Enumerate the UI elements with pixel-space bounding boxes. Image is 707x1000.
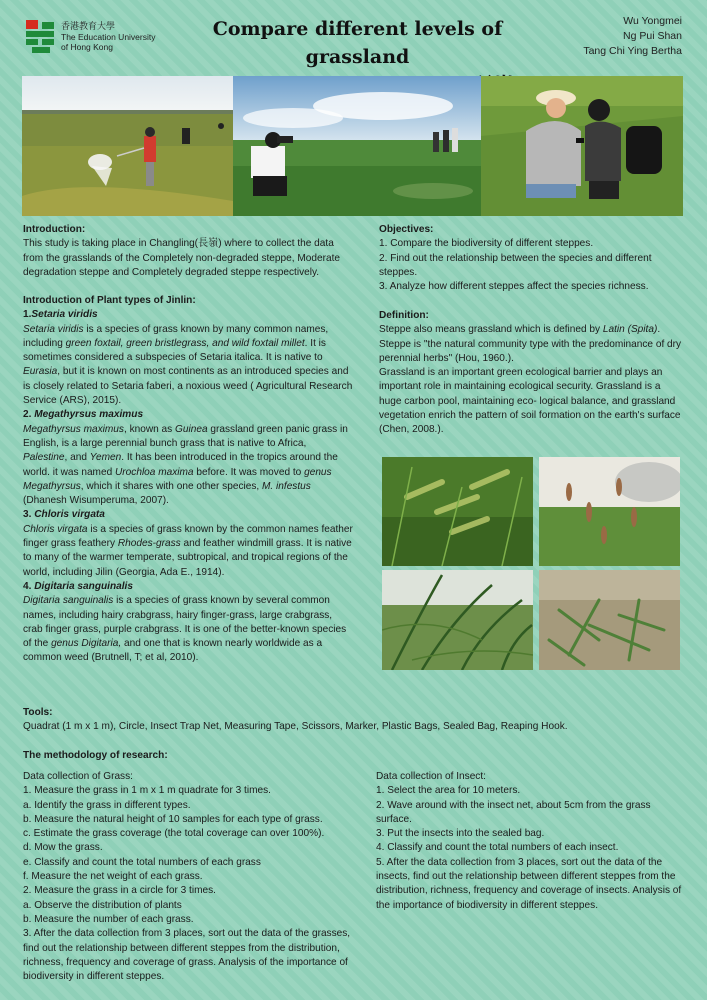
logo-text — [61, 22, 156, 52]
grass-steps — [23, 784, 355, 984]
logo-chinese-name: 香港教育大學 — [61, 22, 116, 32]
plant-4-number: 4. — [23, 580, 35, 592]
plant-1-text-f: , but it is known on most continents as an introduced species and is closely related to Setaria faberi, a noxious weed ( Agricultural Research Service (ARS), 2015). — [23, 366, 353, 407]
plant-1-name: Setaria viridis — [31, 309, 98, 321]
insect-step: 1. Select the area for 10 meters. — [376, 785, 521, 797]
methodology-heading: The methodology of research: — [23, 750, 168, 761]
plant-2-description — [23, 423, 353, 509]
plant-2-text-c: Guinea — [175, 423, 208, 435]
plant-3-text-d: and feather windmill grass. It is native to many of the warmer temperate, subtropical, and tropical regions of the world, including Jilin (Georgia, Ada E., 1914). — [23, 538, 352, 578]
plant-4-text-d: and one that is known nearly worldwide as a common weed (Brutnell, T; et al, 2010). — [23, 638, 323, 664]
tools-text: Quadrat (1 m x 1 m), Circle, Insect Trap Net, Measuring Tape, Scissors, Marker, Plastic Bags, Sealed Bag, Reaping Hook. — [23, 721, 568, 733]
plant-1-heading — [23, 308, 353, 322]
logo-english-name-2: of Hong Kong — [61, 42, 113, 52]
grass-step: d. Mow the grass. — [23, 842, 103, 854]
insect-step: 4. Classify and count the total numbers of each insect. — [376, 842, 619, 854]
definition-text-2: Grassland is an important green ecological barrier and plays an important role in maintaining ecological security. Grassland is a huge carbon pool, maintaining eco- logical balance, and grassland vegetation enrich the pattern of soil formation on the earth's surface (Chen, 2008.). — [379, 367, 681, 436]
definition-heading: Definition: — [379, 310, 429, 321]
author-3: Tang Chi Ying Bertha — [583, 45, 682, 57]
objective-3: 3. Analyze how different steppes affect the species richness. — [379, 281, 649, 293]
plant-3-text-b: is a species of grass known by the common names feather finger grass feathery — [23, 523, 353, 550]
plant-3-heading — [23, 508, 353, 522]
introduction-section — [23, 223, 353, 280]
plant-types-section — [23, 294, 353, 666]
plant-2-heading — [23, 408, 353, 422]
definition-text-b: Latin (Spita) — [602, 324, 658, 336]
plant-2-text-a: Megathyrsus maximus — [23, 423, 124, 435]
grass-data-collection — [23, 770, 355, 984]
field-photo-phone-research — [481, 76, 683, 216]
tools-section — [23, 706, 683, 735]
plant-2-text-g: Yemen — [89, 452, 122, 464]
insect-data-heading: Data collection of Insect: — [376, 771, 486, 782]
plant-2-text-f: , and — [64, 452, 90, 464]
author-1: Wu Yongmei — [623, 15, 682, 27]
plant-2-name: Megathyrsus maximus — [34, 409, 144, 421]
plant-4-text-a: Digitaria sanguinalis — [23, 595, 114, 607]
grass-step: 2. Measure the grass in a circle for 3 times. — [23, 885, 216, 897]
plant-3-description — [23, 523, 353, 580]
definition-text-1 — [379, 323, 685, 366]
grass-step: 3. After the data collection from 3 places, sort out the data of the grasses, find out the relationship between different steppes from the distribution, richness, frequency and coverage of grass. Analysis of the importance of biodiversity in different steppes. — [23, 928, 351, 983]
plant-2-text-i: Urochloa maxima — [115, 466, 194, 478]
definition-text-c: . Steppe is "the natural community type with the predominance of dry perennial herbs" (Hou, 1960.). — [379, 324, 682, 364]
insect-steps — [376, 784, 688, 913]
plant-3-number: 3. — [23, 509, 35, 521]
plant-2-text-d: grassland green panic grass in English, is a large perennial bunch grass that is native to Africa, — [23, 423, 348, 449]
introduction-text: This study is taking place in Changling(長嶺) where to collect the data from the grasslands of the Completely non-degraded steppe, Moderate degradation steppe and Completely degraded steppe respectively. — [23, 238, 341, 278]
plant-2-text-j: before. It was moved to — [193, 466, 305, 478]
grass-data-heading: Data collection of Grass: — [23, 771, 133, 782]
objectives-section — [379, 223, 685, 294]
logo-english-name-1: The Education University — [61, 32, 156, 42]
plant-3-name: Chloris virgata — [34, 509, 105, 521]
grass-step: 1. Measure the grass in 1 m x 1 m quadrate for 3 times. — [23, 785, 271, 797]
introduction-heading: Introduction: — [23, 224, 86, 235]
insect-step: 5. After the data collection from 3 places, sort out the data of the insects, find out the relationship between different steppes from the distribution, richness, frequency and coverage of insects. Analysis of the importance of biodiversity in different steppes. — [376, 856, 682, 911]
plant-1-text-e: Eurasia — [23, 366, 58, 378]
grass-step: f. Measure the net weight of each grass. — [23, 871, 203, 883]
university-logo — [24, 18, 154, 56]
plant-1-text-c: green foxtail, green bristlegrass, and wild foxtail millet — [65, 337, 305, 349]
plant-2-number: 2. — [23, 409, 35, 421]
plant-1-text-a: Setaria viridis — [23, 323, 84, 335]
title-line-1: Compare different levels of grassland — [212, 18, 503, 68]
plant-2-text-k: genus Megathyrsus — [23, 466, 332, 492]
objective-1: 1. Compare the biodiversity of different steppes. — [379, 238, 594, 250]
grass-step: b. Measure the number of each grass. — [23, 913, 194, 925]
plant-2-text-e: Palestine — [23, 452, 65, 464]
plant-1-text-d: . It is sometimes considered a subspecies of Setaria italica. It is native to — [23, 337, 326, 364]
author-2: Ng Pui Shan — [623, 30, 682, 42]
insect-data-collection — [376, 770, 688, 913]
grass-step: c. Estimate the grass coverage (the total coverage can over 100%). — [23, 828, 325, 840]
definition-text-a: Steppe also means grassland which is defined by — [379, 324, 603, 336]
plant-2-text-n: (Dhanesh Wisumperuma, 2007). — [23, 495, 169, 507]
plant-4-name: Digitaria sanguinalis — [34, 580, 133, 592]
definition-section — [379, 309, 685, 438]
field-photo-net-sweeping — [22, 76, 233, 216]
insect-step: 2. Wave around with the insect net, about 5cm from the grass surface. — [376, 799, 651, 825]
objective-2: 2. Find out the relationship between the species and different steppes. — [379, 252, 652, 278]
plant-2-text-l: , which it shares with one other species, — [80, 480, 263, 492]
eduhk-emblem-icon — [24, 18, 56, 54]
tools-heading: Tools: — [23, 707, 53, 718]
field-photo-photographer — [233, 76, 481, 216]
plant-1-number: 1. — [23, 309, 32, 321]
plant-4-text-c: genus Digitaria, — [51, 638, 122, 650]
objectives-heading: Objectives: — [379, 224, 434, 235]
insect-step: 3. Put the insects into the sealed bag. — [376, 828, 545, 840]
author-list — [583, 14, 682, 59]
grass-step: e. Classify and count the total numbers of each grass — [23, 856, 261, 868]
plant-3-text-c: Rhodes-grass — [117, 538, 181, 550]
plant-2-text-m: M. infestus — [262, 480, 311, 492]
methodology-section — [23, 749, 353, 763]
plant-2-text-h: . It has been introduced in the tropics around the world. it was named — [23, 452, 338, 478]
plant-4-description — [23, 594, 353, 665]
plant-3-text-a: Chloris virgata — [23, 523, 88, 535]
plant-1-text-b: is a species of grass known by many common names, including — [23, 323, 329, 349]
grass-photo-chloris — [382, 570, 533, 670]
plant-types-heading: Introduction of Plant types of Jinlin: — [23, 295, 196, 306]
grass-step: a. Observe the distribution of plants — [23, 899, 182, 911]
grass-photo-megathyrsus — [539, 457, 680, 566]
plant-1-description — [23, 323, 353, 409]
grass-step: a. Identify the grass in different types. — [23, 799, 191, 811]
plant-4-heading — [23, 580, 353, 594]
grass-photo-setaria — [382, 457, 533, 566]
grass-step: b. Measure the natural height of 10 samples for each type of grass. — [23, 813, 323, 825]
plant-2-text-b: , known as — [123, 423, 176, 435]
plant-4-text-b: is a species of grass known by several common names, including hairy crabgrass, hairy finger-grass, large crabgrass, crab finger grass, purple crabgrass. It is one of the better-known species of the — [23, 595, 347, 650]
grass-photo-digitaria — [539, 570, 680, 670]
